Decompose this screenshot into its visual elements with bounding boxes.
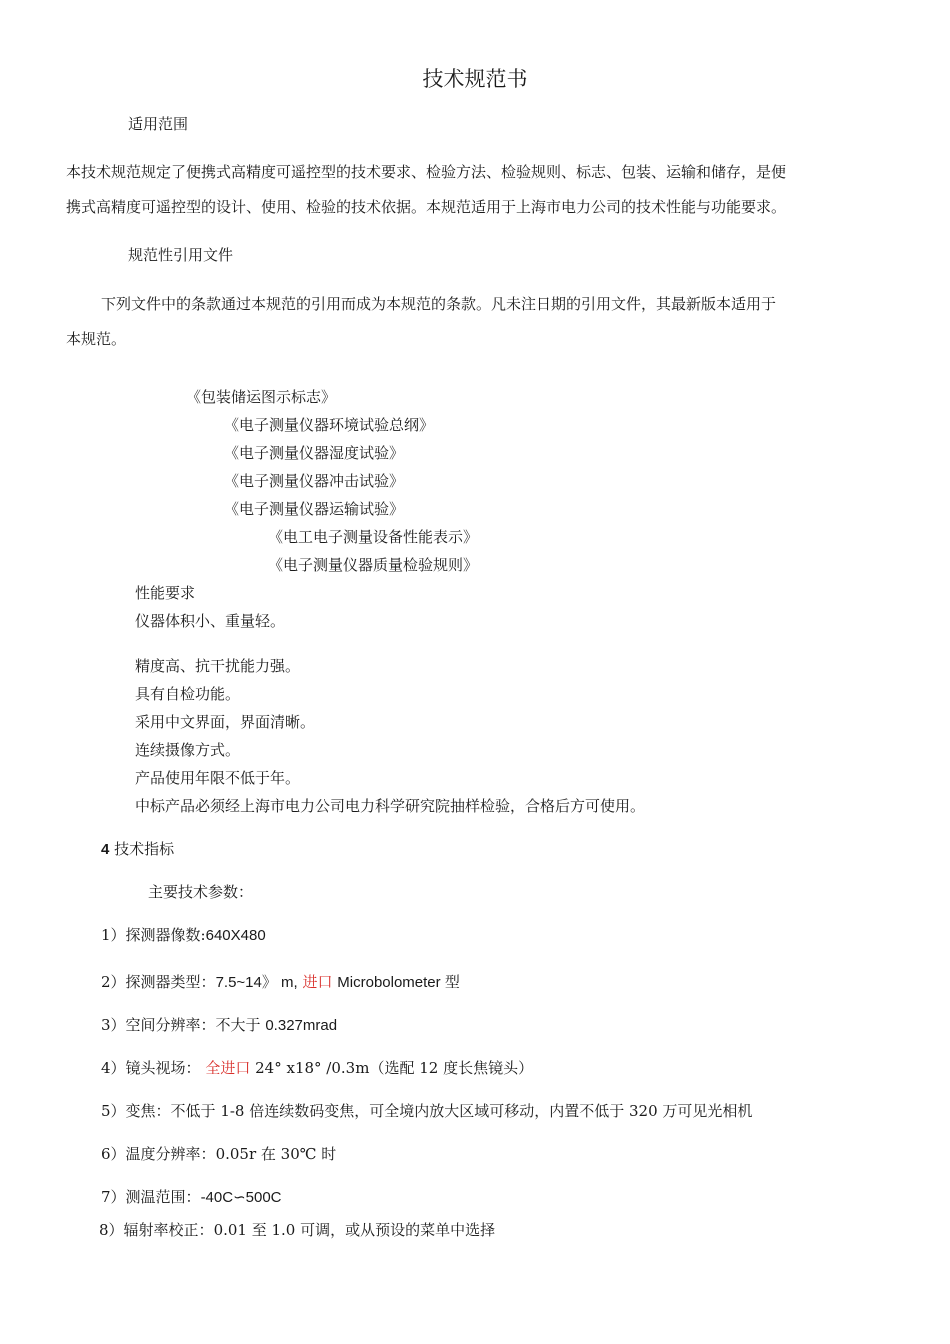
document-title: 技术规范书 [422, 67, 528, 91]
spec-item [101, 1187, 282, 1208]
spec-number: 8） [99, 1221, 124, 1239]
performance-item: 具有自检功能。 [135, 685, 241, 703]
spec-text: 测温范围： [125, 1188, 201, 1206]
spec-value: 0.327mrad [265, 1017, 338, 1034]
spec-text: 探测器像数: [125, 926, 206, 944]
spec-number: 6） [101, 1145, 126, 1163]
spec-number: 4） [101, 1059, 126, 1077]
spec-highlight: 全进口 [205, 1059, 251, 1077]
spec-value: 7.5~14》 m, [215, 974, 298, 991]
spec-item [101, 1101, 752, 1121]
spec-value: 24° x18° /0.3m（选配 12 度长焦镜头） [255, 1059, 534, 1077]
references-paragraph-line-1: 下列文件中的条款通过本规范的引用而成为本规范的条款。凡未注日期的引用文件，其最新版本适用于 [101, 295, 777, 313]
spec-value: 0.05r 在 30℃ 时 [215, 1145, 337, 1163]
spec-item [101, 925, 266, 946]
performance-item: 仪器体积小、重量轻。 [135, 612, 286, 630]
section-heading-references: 规范性引用文件 [128, 246, 234, 264]
spec-value: 0.01 至 1.0 可调，或从预设的菜单中选择 [213, 1221, 496, 1239]
spec-value: -40C∽500C [200, 1189, 282, 1206]
scope-paragraph-line-1: 本技术规范规定了便携式高精度可遥控型的技术要求、检验方法、检验规则、标志、包装、运输和储存，是便 [66, 163, 787, 181]
reference-item: 《电子测量仪器湿度试验》 [224, 444, 405, 462]
spec-text: 变焦：不低于 1-8 倍连续数码变焦，可全境内放大区域可移动，内置不低于 320 万可见光相机 [125, 1102, 753, 1120]
performance-item: 产品使用年限不低于年。 [135, 769, 301, 787]
spec-text: 辐射率校正： [123, 1221, 214, 1239]
reference-item: 《电子测量仪器环境试验总纲》 [224, 416, 435, 434]
spec-item [101, 972, 460, 993]
spec-number: 7） [101, 1188, 126, 1206]
performance-item: 采用中文界面，界面清晰。 [135, 713, 316, 731]
spec-number: 1） [101, 926, 126, 944]
reference-item: 《电子测量仪器运输试验》 [224, 500, 405, 518]
spec-highlight: 进口 [302, 973, 333, 991]
performance-item: 连续摄像方式。 [135, 741, 241, 759]
reference-item: 《电子测量仪器质量检验规则》 [268, 556, 479, 574]
spec-text: 探测器类型： [125, 973, 216, 991]
section-heading-performance: 性能要求 [135, 584, 196, 602]
spec-item [101, 1144, 336, 1164]
main-params-label: 主要技术参数： [148, 883, 254, 901]
reference-item: 《电子测量仪器冲击试验》 [224, 472, 405, 490]
spec-value: 640X480 [205, 927, 266, 944]
references-paragraph-line-2: 本规范。 [66, 330, 127, 348]
spec-item [99, 1220, 495, 1240]
spec-text: 温度分辨率： [125, 1145, 216, 1163]
spec-number: 2） [101, 973, 126, 991]
spec-number: 3） [101, 1016, 126, 1034]
spec-item [101, 1058, 533, 1078]
section-label: 技术指标 [114, 840, 175, 858]
scope-paragraph-line-2: 携式高精度可遥控型的设计、使用、检验的技术依据。本规范适用于上海市电力公司的技术性能与功能要求。 [66, 198, 787, 216]
reference-item: 《包装储运图示标志》 [186, 388, 337, 406]
spec-item [101, 1015, 337, 1036]
section-heading-scope: 适用范围 [128, 115, 189, 133]
reference-item: 《电工电子测量设备性能表示》 [268, 528, 479, 546]
section-heading-technical [101, 839, 174, 860]
section-number: 4 [101, 841, 110, 858]
spec-text: 空间分辨率：不大于 [125, 1016, 261, 1034]
performance-item: 中标产品必须经上海市电力公司电力科学研究院抽样检验，合格后方可使用。 [135, 797, 646, 815]
performance-item: 精度高、抗干扰能力强。 [135, 657, 301, 675]
spec-number: 5） [101, 1102, 126, 1120]
spec-text: 镜头视场： [125, 1059, 201, 1077]
spec-value: Microbolometer 型 [337, 974, 460, 991]
